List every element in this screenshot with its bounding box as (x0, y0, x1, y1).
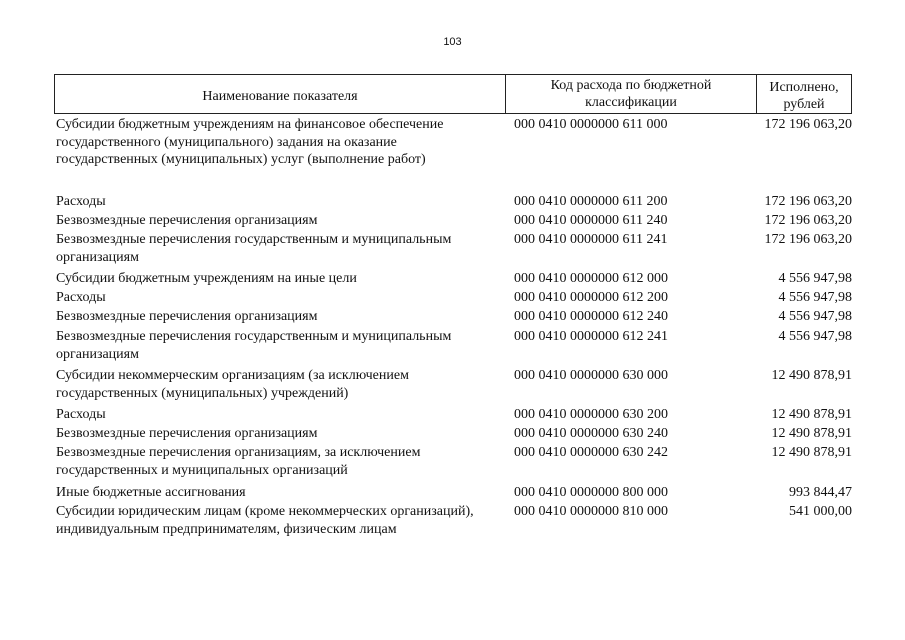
row-code: 000 0410 0000000 630 242 (514, 445, 668, 460)
table-row (56, 231, 852, 266)
row-code: 000 0410 0000000 611 240 (514, 213, 668, 228)
table-row (56, 193, 852, 211)
row-name: Субсидии бюджетным учреждениям на финансовое обеспечение государственного (муниципального) задания на оказание государственных (муниципальных) услуг (выполнение работ) (56, 117, 444, 167)
table-row (56, 308, 852, 326)
row-amount: 12 490 878,91 (771, 426, 852, 441)
header-code: Код расхода по бюджетной классификации (506, 75, 757, 113)
table-row (56, 116, 852, 169)
row-amount: 172 196 063,20 (764, 232, 852, 247)
row-code: 000 0410 0000000 611 200 (514, 194, 668, 209)
table-header (54, 74, 852, 114)
table-row (56, 484, 852, 502)
row-code: 000 0410 0000000 611 241 (514, 232, 668, 247)
table-row (56, 367, 852, 402)
table-row (56, 444, 852, 479)
row-name: Субсидии бюджетным учреждениям на иные цели (56, 271, 357, 286)
row-name: Расходы (56, 194, 106, 209)
header-amount: Исполнено, рублей (769, 80, 839, 112)
row-amount: 12 490 878,91 (771, 407, 852, 422)
table-row (56, 289, 852, 307)
row-name: Субсидии юридическим лицам (кроме некоммерческих организаций), индивидуальным предпринимателям, физическим лицам (56, 504, 474, 537)
row-code: 000 0410 0000000 611 000 (514, 117, 668, 132)
page-number: 103 (443, 36, 462, 48)
table-row (56, 270, 852, 288)
row-amount: 4 556 947,98 (778, 290, 852, 305)
row-code: 000 0410 0000000 612 200 (514, 290, 668, 305)
row-name: Безвозмездные перечисления организациям (56, 309, 318, 324)
row-code: 000 0410 0000000 612 241 (514, 329, 668, 344)
row-code: 000 0410 0000000 612 240 (514, 309, 668, 324)
table-row (56, 425, 852, 443)
row-name: Расходы (56, 407, 106, 422)
row-amount: 172 196 063,20 (764, 194, 852, 209)
table-row (56, 406, 852, 424)
row-name: Безвозмездные перечисления организациям (56, 213, 318, 228)
row-amount: 172 196 063,20 (764, 117, 852, 132)
row-name: Безвозмездные перечисления организациям (56, 426, 318, 441)
row-amount: 993 844,47 (789, 485, 852, 500)
header-name: Наименование показателя (55, 75, 506, 113)
table-row (56, 503, 852, 538)
row-amount: 12 490 878,91 (771, 368, 852, 383)
row-name: Расходы (56, 290, 106, 305)
row-amount: 4 556 947,98 (778, 271, 852, 286)
row-code: 000 0410 0000000 630 240 (514, 426, 668, 441)
row-name: Субсидии некоммерческим организациям (за исключением государственных (муниципальных) учреждений) (56, 368, 409, 401)
row-amount: 12 490 878,91 (771, 445, 852, 460)
row-name: Безвозмездные перечисления организациям, за исключением государственных и муниципальных организаций (56, 445, 421, 478)
row-name: Безвозмездные перечисления государственным и муниципальным организациям (56, 329, 452, 362)
row-code: 000 0410 0000000 630 000 (514, 368, 668, 383)
row-name: Иные бюджетные ассигнования (56, 485, 246, 500)
row-amount: 172 196 063,20 (764, 213, 852, 228)
row-name: Безвозмездные перечисления государственным и муниципальным организациям (56, 232, 452, 265)
table-row (56, 328, 852, 363)
table-row (56, 212, 852, 230)
row-code: 000 0410 0000000 630 200 (514, 407, 668, 422)
row-code: 000 0410 0000000 612 000 (514, 271, 668, 286)
row-code: 000 0410 0000000 810 000 (514, 504, 668, 519)
row-code: 000 0410 0000000 800 000 (514, 485, 668, 500)
row-amount: 4 556 947,98 (778, 329, 852, 344)
row-amount: 541 000,00 (789, 504, 852, 519)
row-amount: 4 556 947,98 (778, 309, 852, 324)
